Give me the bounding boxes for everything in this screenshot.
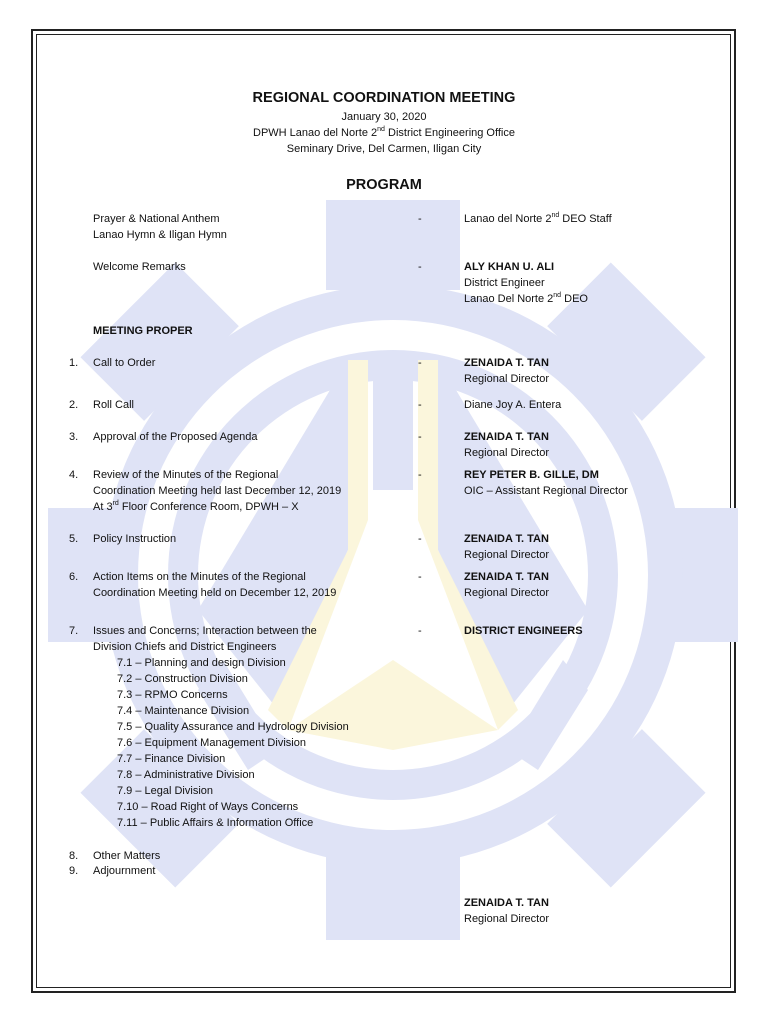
dash: - — [418, 533, 422, 545]
sub-item: 7.6 – Equipment Management Division — [117, 737, 306, 749]
item-text-line-1: Review of the Minutes of the Regional — [93, 469, 279, 481]
item-number: 6. — [69, 571, 79, 583]
sub-item: 7.7 – Finance Division — [117, 753, 226, 765]
item-number: 5. — [69, 533, 79, 545]
item-presenter: REY PETER B. GILLE, DM — [464, 469, 599, 481]
dash: - — [418, 357, 422, 369]
welcome-name: ALY KHAN U. ALI — [464, 261, 555, 273]
item-presenter: ZENAIDA T. TAN — [464, 571, 549, 583]
item-number: 8. — [69, 850, 79, 862]
dash: - — [418, 431, 422, 443]
item-presenter-role: OIC – Assistant Regional Director — [464, 485, 628, 497]
sub-item: 7.10 – Road Right of Ways Concerns — [117, 801, 299, 813]
item-text-line-1: Issues and Concerns; Interaction between the — [93, 625, 317, 637]
item-presenter: ZENAIDA T. TAN — [464, 533, 549, 545]
welcome-office: Lanao Del Norte 2nd DEO — [464, 292, 588, 305]
program-heading: PROGRAM — [346, 177, 422, 193]
item-presenter-role: Regional Director — [464, 549, 549, 561]
item-text-line-3: At 3rd Floor Conference Room, DPWH – X — [93, 500, 299, 513]
sub-item: 7.3 – RPMO Concerns — [117, 689, 228, 701]
dash: - — [418, 571, 422, 583]
welcome-remarks: Welcome Remarks — [93, 261, 186, 273]
dash: - — [418, 213, 422, 225]
dash: - — [418, 625, 422, 637]
address-line: Seminary Drive, Del Carmen, Iligan City — [286, 143, 482, 155]
item-number: 4. — [69, 469, 79, 481]
item-presenter: ZENAIDA T. TAN — [464, 431, 549, 443]
sub-item: 7.9 – Legal Division — [117, 785, 214, 797]
sub-item: 7.1 – Planning and design Division — [117, 657, 286, 669]
item-presenter-role: Regional Director — [464, 447, 549, 459]
sub-item: 7.4 – Maintenance Division — [117, 705, 250, 717]
item-number: 7. — [69, 625, 79, 637]
prayer-line-2: Lanao Hymn & Iligan Hymn — [93, 229, 227, 241]
item-text: Policy Instruction — [93, 533, 177, 545]
item-text: Other Matters — [93, 850, 161, 862]
item-number: 2. — [69, 399, 79, 411]
dash: - — [418, 261, 422, 273]
document-title: REGIONAL COORDINATION MEETING — [252, 90, 516, 106]
item-text-line-2: Coordination Meeting held last December 12, 2019 — [93, 485, 342, 497]
item-presenter: ZENAIDA T. TAN — [464, 357, 549, 369]
item-text: Call to Order — [93, 357, 156, 369]
item-number: 3. — [69, 431, 79, 443]
item-presenter-role: Regional Director — [464, 373, 549, 385]
item-text: Adjournment — [93, 865, 156, 877]
closing-name: ZENAIDA T. TAN — [464, 897, 549, 909]
prayer-line-1: Prayer & National Anthem — [93, 213, 220, 225]
item-text: Approval of the Proposed Agenda — [93, 431, 258, 443]
dash: - — [418, 399, 422, 411]
closing-role: Regional Director — [464, 913, 549, 925]
item-text-line-2: Coordination Meeting held on December 12, 2019 — [93, 587, 337, 599]
prayer-by: Lanao del Norte 2nd DEO Staff — [464, 212, 612, 225]
item-number: 1. — [69, 357, 79, 369]
dash: - — [418, 469, 422, 481]
item-presenter: Diane Joy A. Entera — [464, 399, 562, 411]
meeting-proper-heading: MEETING PROPER — [93, 325, 193, 337]
item-presenter-role: Regional Director — [464, 587, 549, 599]
item-presenter: DISTRICT ENGINEERS — [464, 625, 583, 637]
sub-item: 7.11 – Public Affairs & Information Office — [117, 817, 314, 829]
meeting-date: January 30, 2020 — [341, 111, 427, 123]
welcome-title: District Engineer — [464, 277, 545, 289]
item-text-line-2: Division Chiefs and District Engineers — [93, 641, 277, 653]
office-line: DPWH Lanao del Norte 2nd District Engineering Office — [253, 126, 515, 139]
item-number: 9. — [69, 865, 79, 877]
item-text: Roll Call — [93, 399, 134, 411]
sub-item: 7.5 – Quality Assurance and Hydrology Division — [117, 721, 349, 733]
sub-item: 7.8 – Administrative Division — [117, 769, 255, 781]
sub-item: 7.2 – Construction Division — [117, 673, 248, 685]
item-text-line-1: Action Items on the Minutes of the Regional — [93, 571, 306, 583]
